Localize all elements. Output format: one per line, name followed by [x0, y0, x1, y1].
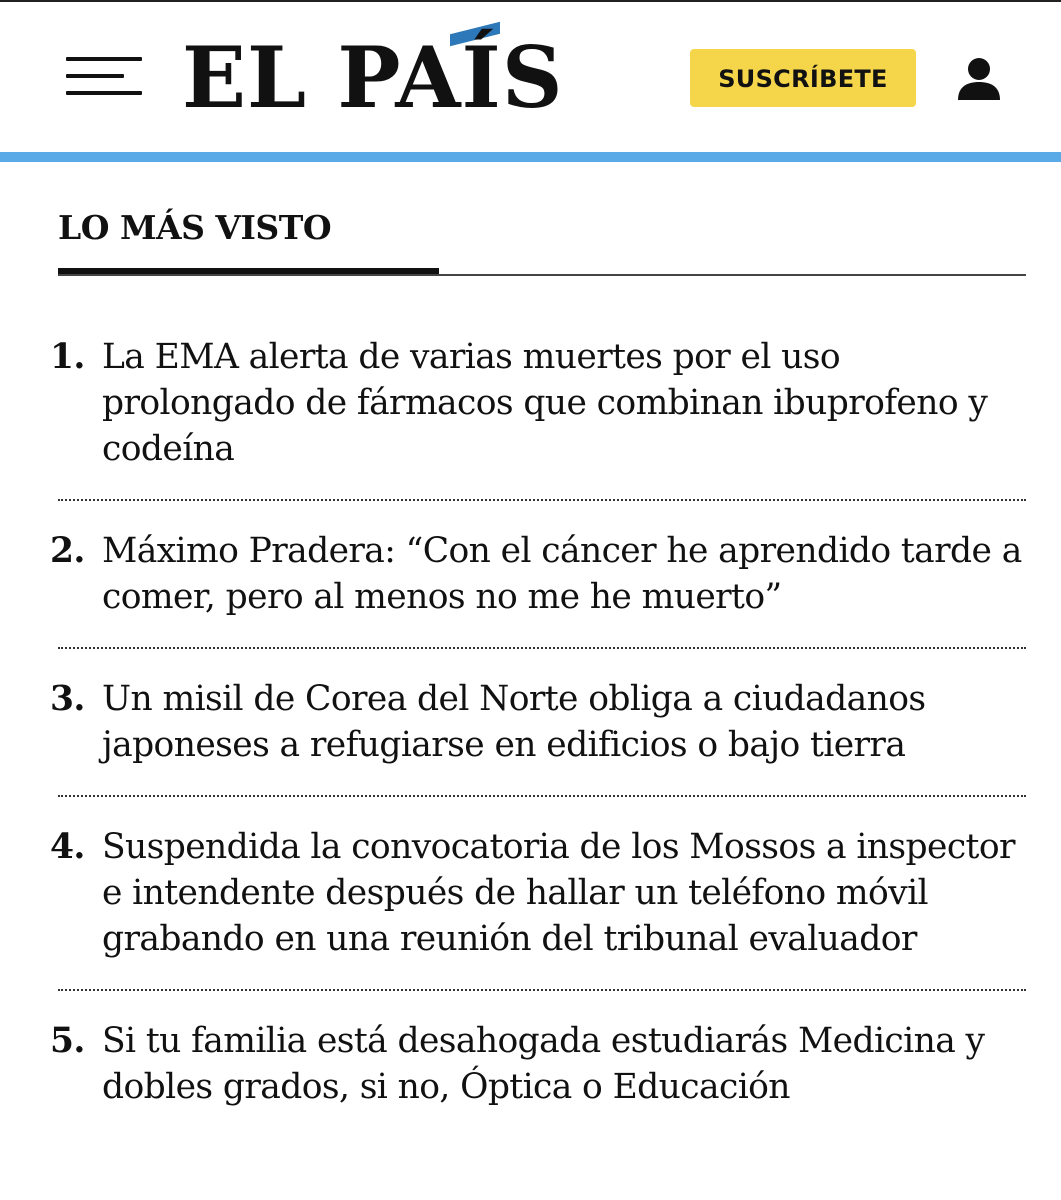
most-viewed-item[interactable] [48, 334, 1028, 472]
item-divider [58, 499, 1026, 501]
site-logo[interactable]: EL PAÍS [182, 28, 564, 127]
menu-line [66, 91, 142, 95]
site-header [0, 0, 1061, 152]
item-divider [58, 647, 1026, 649]
item-divider [58, 989, 1026, 991]
menu-line [66, 57, 142, 61]
most-viewed-item[interactable] [48, 528, 1028, 620]
item-divider [58, 795, 1026, 797]
section-divider-line [58, 274, 1026, 276]
subscribe-button[interactable]: SUSCRÍBETE [690, 49, 916, 107]
item-rank: 5. [50, 1021, 85, 1061]
item-rank: 4. [50, 827, 85, 867]
item-headline-link[interactable]: La EMA alerta de varias muertes por el uso prolongado de fármacos que combinan ibuprofeno y codeína [102, 337, 988, 469]
item-rank: 1. [50, 337, 85, 377]
item-headline-link[interactable]: Suspendida la convocatoria de los Mossos a inspector e intendente después de hallar un teléfono móvil grabando en una reunión del tribunal evaluador [102, 827, 1015, 959]
item-headline-link[interactable]: Si tu familia está desahogada estudiarás Medicina y dobles grados, si no, Óptica o Educación [102, 1021, 985, 1107]
item-rank: 3. [50, 679, 85, 719]
item-rank: 2. [50, 531, 85, 571]
most-viewed-item[interactable] [48, 824, 1028, 962]
item-headline-link[interactable]: Máximo Pradera: “Con el cáncer he aprendido tarde a comer, pero al menos no me he muerto” [102, 531, 1022, 617]
hamburger-menu-icon[interactable] [66, 57, 142, 97]
most-viewed-item[interactable] [48, 676, 1028, 768]
most-viewed-item[interactable] [48, 1018, 1028, 1110]
section-title: LO MÁS VISTO [58, 208, 332, 247]
item-headline-link[interactable]: Un misil de Corea del Norte obliga a ciudadanos japoneses a refugiarse en edificios o bajo tierra [102, 679, 926, 765]
header-accent-bar [0, 152, 1061, 162]
user-account-icon[interactable] [956, 56, 1002, 102]
most-viewed-list [48, 334, 1028, 1110]
menu-line [66, 74, 124, 78]
